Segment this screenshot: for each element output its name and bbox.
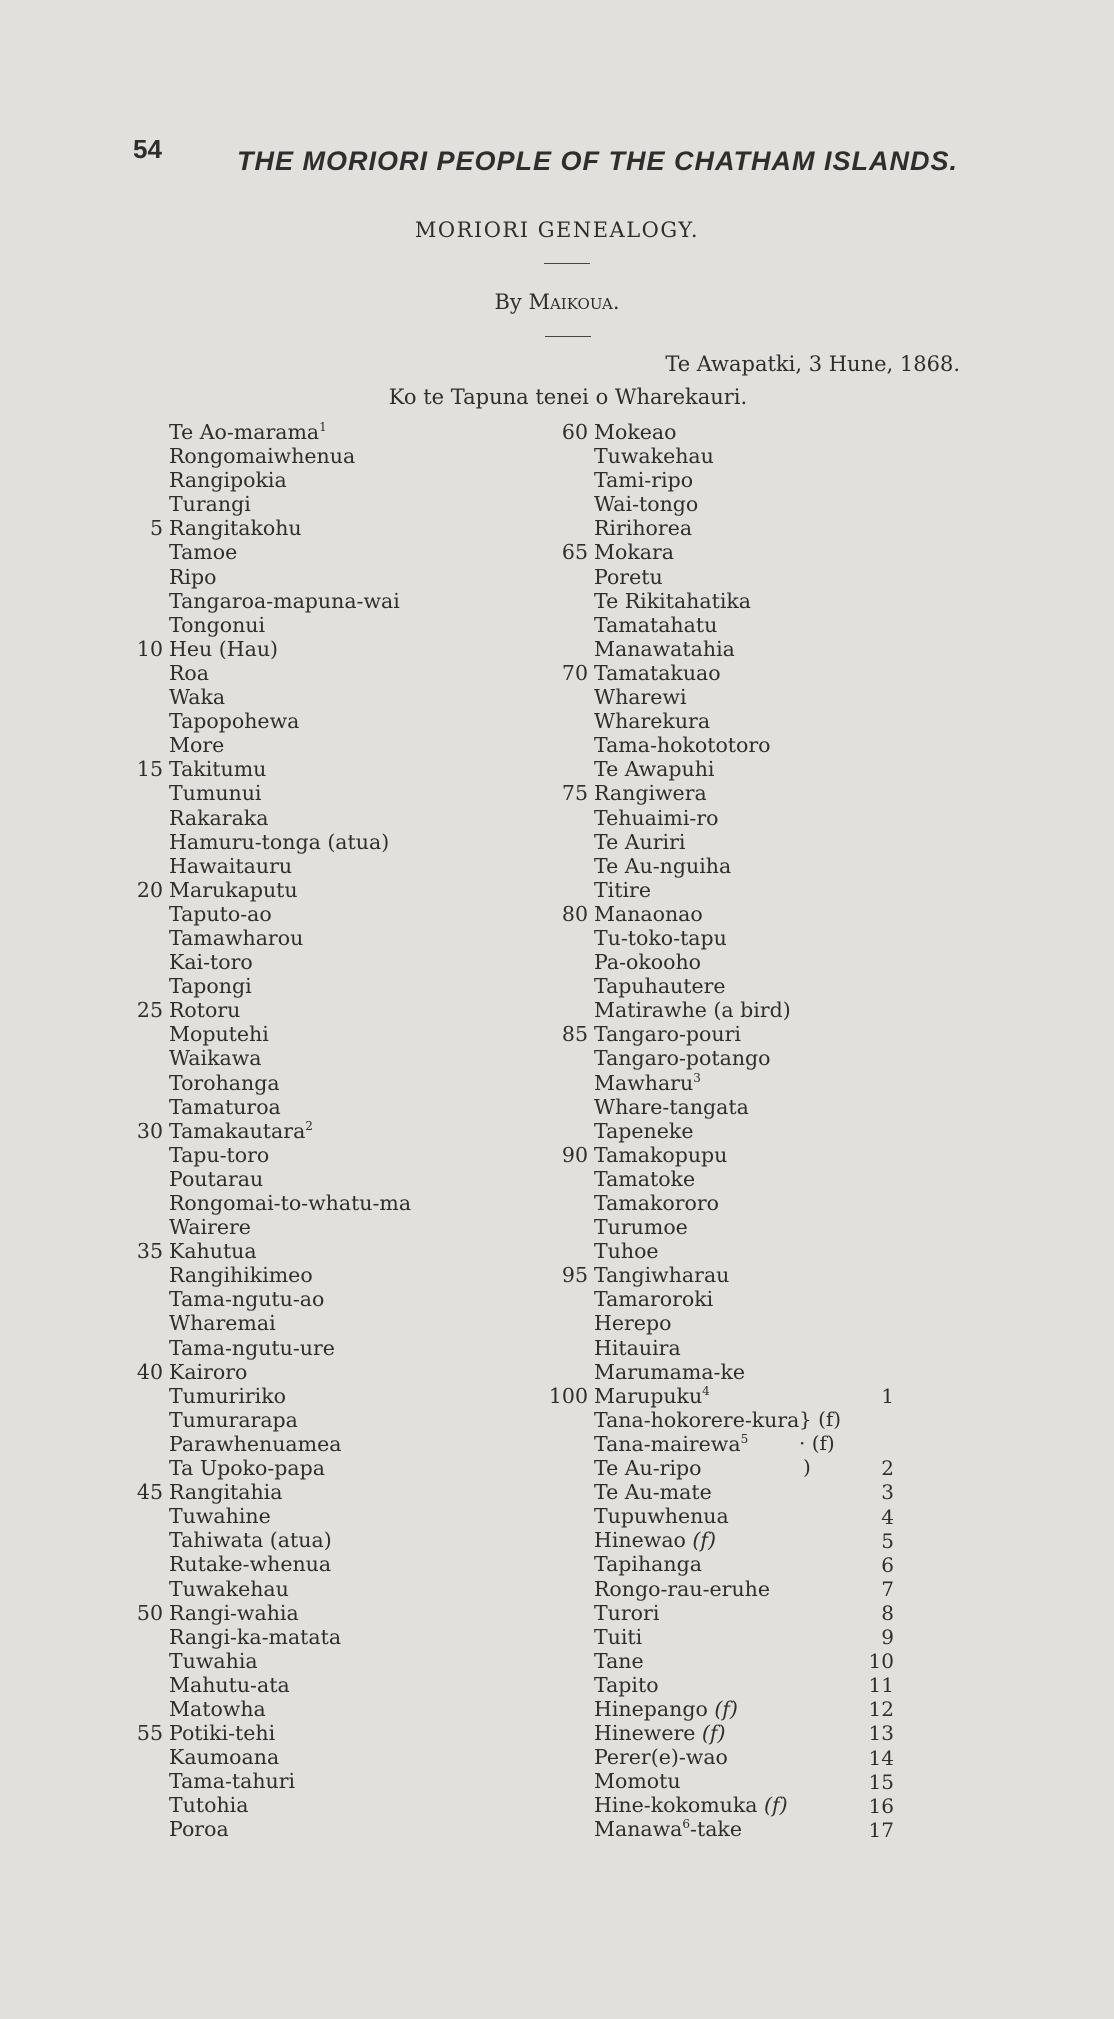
- entry-name: Rongomai-to-whatu-ma: [169, 1191, 412, 1215]
- genealogy-entry: [594, 1504, 799, 1528]
- entry-name: Marumama-ke: [594, 1359, 746, 1384]
- entry-name: Tana-mairewa: [594, 1431, 741, 1456]
- genealogy-entry: [169, 1143, 411, 1167]
- entry-name: Tapihanga: [594, 1552, 702, 1577]
- genealogy-entry: [136, 998, 411, 1023]
- entry-number: 20: [136, 877, 163, 902]
- entry-name: Rangiwera: [594, 781, 707, 806]
- genealogy-entry: [169, 589, 411, 613]
- entry-name: Tuwahia: [169, 1648, 258, 1673]
- entry-name: Hawaitauru: [169, 853, 293, 878]
- genealogy-entry: [169, 1649, 411, 1673]
- entry-name: Tangiwharau: [594, 1263, 730, 1288]
- genealogy-entry: [136, 757, 411, 782]
- genealogy-entry: [594, 1119, 799, 1143]
- entry-name: Turumoe: [594, 1215, 688, 1240]
- genealogy-entry: [594, 1095, 799, 1119]
- byline-prefix: By: [494, 290, 522, 314]
- genealogy-entry: [169, 950, 411, 974]
- entry-name: Tu-toko-tapu: [594, 925, 727, 950]
- generation-number: 12: [868, 1697, 894, 1722]
- genealogy-entry: [169, 540, 411, 564]
- genealogy-entry: [169, 492, 411, 516]
- entry-name: Tamakopupu: [594, 1142, 728, 1167]
- genealogy-entry: [594, 1191, 799, 1215]
- entry-name: Whare-tangata: [594, 1094, 749, 1119]
- genealogy-entry: [136, 877, 411, 902]
- entry-name: Rangitahia: [169, 1480, 283, 1505]
- genealogy-entry: [136, 1721, 411, 1746]
- entry-name: Te Au-nguiha: [594, 853, 732, 878]
- entry-name: Tumuririko: [169, 1383, 286, 1408]
- entry-number: 75: [561, 781, 588, 806]
- female-marker: (f): [692, 1528, 717, 1553]
- genealogy-entry: [594, 1793, 799, 1817]
- entry-name: Tuiti: [594, 1624, 643, 1649]
- genealogy-entry: [169, 1215, 411, 1239]
- genealogy-entry: [149, 516, 411, 541]
- entry-number: 15: [136, 757, 163, 782]
- entry-name: Mokeao: [594, 420, 677, 444]
- female-marker: (f): [714, 1696, 738, 1721]
- genealogy-entry: [548, 1383, 799, 1408]
- genealogy-entry: [169, 685, 411, 709]
- genealogy-entry: [169, 1697, 411, 1721]
- entry-number: 45: [136, 1480, 163, 1505]
- genealogy-entry: [169, 1504, 411, 1528]
- genealogy-entry: [594, 1071, 799, 1095]
- genealogy-entry: [594, 926, 799, 950]
- genealogy-entry: [594, 709, 799, 733]
- genealogy-entry: [169, 565, 411, 589]
- genealogy-entry: [169, 902, 411, 926]
- entry-name: Mawharu: [594, 1070, 694, 1095]
- entry-name: Herepo: [594, 1311, 672, 1336]
- genealogy-entry: [169, 1769, 411, 1793]
- entry-name: Kairoro: [169, 1359, 248, 1384]
- bracket-note: ): [803, 1455, 811, 1479]
- footnote-marker: 1: [319, 420, 327, 435]
- entry-number: 70: [561, 660, 588, 685]
- genealogy-entry: [136, 636, 411, 661]
- entry-number: 55: [136, 1721, 163, 1746]
- genealogy-entry: [594, 950, 799, 974]
- genealogy-entry: [594, 1697, 799, 1721]
- entry-name: Hitauira: [594, 1335, 681, 1360]
- genealogy-entry: [594, 516, 799, 540]
- entry-name: Wai-tongo: [594, 492, 699, 517]
- genealogy-entry: [169, 1793, 411, 1817]
- genealogy-entry: [561, 420, 799, 444]
- genealogy-entry: [594, 1432, 799, 1456]
- entry-name: Ririhorea: [594, 516, 693, 541]
- generation-number: 17: [868, 1817, 894, 1842]
- genealogy-entry: [594, 733, 799, 757]
- genealogy-entry: [594, 1528, 799, 1552]
- entry-name: Wharekura: [594, 709, 711, 734]
- genealogy-entry: [169, 1577, 411, 1601]
- genealogy-entry: [561, 1142, 799, 1167]
- genealogy-entry: [594, 613, 799, 637]
- entry-name: Perer(e)-wao: [594, 1745, 728, 1770]
- running-title: THE MORIORI PEOPLE OF THE CHATHAM ISLANDS.: [237, 146, 959, 176]
- entry-name: Tama-ngutu-ao: [169, 1287, 325, 1312]
- entry-name: Kaumoana: [169, 1745, 280, 1770]
- female-marker: (f): [764, 1793, 788, 1818]
- entry-name: Manawa: [594, 1817, 683, 1842]
- generation-number: 14: [868, 1745, 894, 1770]
- entry-name: Hinewere: [594, 1721, 696, 1746]
- byline: [0, 290, 1114, 314]
- genealogy-entry: [594, 1601, 799, 1625]
- genealogy-entry: [594, 1311, 799, 1335]
- genealogy-entry: [594, 854, 799, 878]
- entry-name: Wharemai: [169, 1311, 276, 1336]
- entry-name: Tama-tahuri: [169, 1769, 296, 1794]
- genealogy-entry: [169, 709, 411, 733]
- genealogy-entry: [169, 613, 411, 637]
- genealogy-entry: [169, 733, 411, 757]
- entry-name: Marupuku: [594, 1383, 703, 1408]
- entry-name: Tapuhautere: [594, 974, 726, 999]
- generation-number: 2: [881, 1456, 894, 1481]
- genealogy-entry: [594, 1046, 799, 1070]
- genealogy-entry: [594, 806, 799, 830]
- bracket-note: · (f): [799, 1431, 835, 1455]
- entry-name: Poroa: [169, 1817, 229, 1842]
- dateline: Te Awapatki, 3 Hune, 1868.: [665, 352, 960, 376]
- byline-author: Maikoua.: [528, 290, 620, 314]
- entry-name: Tami-ripo: [594, 468, 694, 493]
- entry-name: Te Awapuhi: [594, 757, 715, 782]
- genealogy-entry: [594, 444, 799, 468]
- footnote-marker: 2: [305, 1118, 313, 1133]
- genealogy-entry: [169, 1432, 411, 1456]
- genealogy-entry: [169, 1408, 411, 1432]
- genealogy-entry: [594, 1577, 799, 1601]
- entry-name: Rangitakohu: [169, 516, 302, 541]
- genealogy-entry: [594, 1817, 799, 1841]
- genealogy-entry: [594, 1239, 799, 1263]
- entry-name: Tamatoke: [594, 1166, 696, 1191]
- generation-number: 1: [881, 1384, 894, 1408]
- generation-number: 4: [881, 1504, 894, 1529]
- entry-name-suffix: -take: [690, 1817, 742, 1842]
- genealogy-entry: [169, 1022, 411, 1046]
- genealogy-entry: [594, 1480, 799, 1504]
- entry-name: Ta Upoko-papa: [169, 1456, 325, 1481]
- entry-name: Rangihikimeo: [169, 1263, 313, 1288]
- entry-number: 5: [149, 516, 163, 541]
- genealogy-entry: [169, 468, 411, 492]
- generation-number: 8: [881, 1600, 894, 1625]
- footnote-marker: 4: [702, 1383, 710, 1398]
- genealogy-entry: [169, 1167, 411, 1191]
- genealogy-entry: [169, 1552, 411, 1576]
- entry-name: Tuhoe: [594, 1239, 659, 1264]
- genealogy-entry: [594, 468, 799, 492]
- entry-name: Rongomaiwhenua: [169, 444, 356, 469]
- divider-rule: [544, 263, 590, 264]
- genealogy-entry: [561, 901, 799, 926]
- entry-name: Tehuaimi-ro: [594, 805, 719, 830]
- entry-name: Hine-kokomuka: [594, 1793, 758, 1818]
- divider-rule: [545, 336, 591, 337]
- genealogy-entry: [561, 1263, 799, 1288]
- genealogy-entry: [136, 1600, 411, 1625]
- genealogy-entry: [594, 878, 799, 902]
- entry-name: Waka: [169, 685, 226, 710]
- genealogy-entry: [169, 1528, 411, 1552]
- female-marker: (f): [701, 1721, 726, 1746]
- entry-name: Tongonui: [169, 612, 266, 637]
- entry-name: Tamaturoa: [169, 1094, 281, 1119]
- genealogy-entry: [594, 757, 799, 781]
- entry-name: Matowha: [169, 1696, 266, 1721]
- entry-name: Ripo: [169, 564, 217, 589]
- footnote-marker: 5: [740, 1432, 749, 1447]
- bracket-note: } (f): [799, 1407, 842, 1431]
- footnote-marker: 3: [693, 1070, 701, 1085]
- entry-name: Rangipokia: [169, 468, 287, 493]
- genealogy-entry: [169, 806, 411, 830]
- entry-name: Manaonao: [594, 901, 703, 926]
- entry-name: Manawatahia: [594, 636, 735, 661]
- genealogy-list-left: [136, 420, 412, 1842]
- genealogy-entry: [594, 589, 799, 613]
- genealogy-entry: [169, 926, 411, 950]
- entry-number: 50: [136, 1600, 163, 1625]
- page-number: 54: [133, 134, 162, 164]
- genealogy-entry: [594, 1552, 799, 1576]
- entry-name: Hinewao: [594, 1528, 686, 1553]
- entry-name: Rangi-ka-matata: [169, 1624, 342, 1649]
- entry-name: Tama-ngutu-ure: [169, 1335, 335, 1360]
- entry-name: Tahiwata (atua): [169, 1528, 332, 1553]
- entry-name: More: [169, 733, 225, 758]
- genealogy-entry: [169, 444, 411, 468]
- entry-name: Te Ao-marama: [169, 420, 320, 444]
- entry-name: Rutake-whenua: [169, 1552, 332, 1577]
- entry-name: Te Rikitahatika: [594, 588, 752, 613]
- entry-name: Taputo-ao: [169, 901, 272, 926]
- generation-number: 9: [881, 1625, 894, 1649]
- entry-name: Tangaro-potango: [594, 1046, 771, 1071]
- genealogy-heading: Ko te Tapuna tenei o Wharekauri.: [388, 385, 748, 409]
- entry-name: Tumurarapa: [169, 1407, 298, 1432]
- genealogy-list-right: [548, 420, 800, 1842]
- genealogy-entry: [561, 540, 799, 565]
- genealogy-entry: [561, 1022, 799, 1047]
- entry-name: Tupuwhenua: [594, 1504, 729, 1529]
- entry-name: Tamoe: [169, 540, 238, 565]
- entry-number: 35: [136, 1239, 163, 1264]
- entry-name: Roa: [169, 660, 209, 685]
- genealogy-entry: [594, 1167, 799, 1191]
- genealogy-entry: [594, 492, 799, 516]
- entry-name: Tamakautara: [169, 1118, 306, 1143]
- entry-name: Mokara: [594, 540, 674, 565]
- genealogy-entry: [169, 854, 411, 878]
- entry-name: Hinepango: [594, 1696, 708, 1721]
- entry-name: Takitumu: [169, 757, 267, 782]
- section-title: MORIORI GENEALOGY.: [414, 218, 700, 242]
- entry-name: Kahutua: [169, 1239, 257, 1264]
- generation-number: 11: [868, 1673, 894, 1698]
- genealogy-entry: [136, 1480, 411, 1505]
- genealogy-entry: [594, 637, 799, 661]
- genealogy-entry: [561, 660, 799, 685]
- entry-name: Marukaputu: [169, 877, 298, 902]
- genealogy-entry: [169, 1336, 411, 1360]
- entry-name: Tuwahine: [169, 1504, 271, 1529]
- entry-name: Waikawa: [169, 1046, 262, 1071]
- entry-name: Kai-toro: [169, 950, 253, 975]
- entry-name: Tama-hokototoro: [594, 733, 771, 758]
- genealogy-entry: [594, 1769, 799, 1793]
- genealogy-entry: [594, 1673, 799, 1697]
- genealogy-entry: [169, 1191, 411, 1215]
- genealogy-entry: [136, 1239, 411, 1264]
- entry-name: Titire: [594, 877, 651, 902]
- genealogy-entry: [169, 1817, 411, 1841]
- genealogy-entry: [594, 1336, 799, 1360]
- entry-name: Tane: [594, 1648, 644, 1673]
- entry-name: Tuwakehau: [169, 1576, 289, 1601]
- genealogy-entry: [169, 420, 411, 444]
- entry-name: Tana-hokorere-kura: [594, 1407, 800, 1432]
- genealogy-entry: [169, 974, 411, 998]
- entry-number: 100: [548, 1383, 588, 1408]
- footnote-marker: 6: [682, 1817, 691, 1832]
- entry-name: Hamuru-tonga (atua): [169, 829, 390, 854]
- genealogy-entry: [169, 1071, 411, 1095]
- entry-name: Rangi-wahia: [169, 1600, 299, 1625]
- generation-number: 6: [881, 1552, 894, 1577]
- entry-name: Rotoru: [169, 998, 241, 1023]
- genealogy-entry: [594, 1456, 799, 1480]
- entry-name: Poutarau: [169, 1166, 264, 1191]
- entry-name: Tapito: [594, 1672, 659, 1697]
- entry-name: Poretu: [594, 564, 663, 589]
- genealogy-entry: [594, 998, 799, 1022]
- entry-name: Te Au-ripo: [594, 1456, 702, 1481]
- entry-name: Mahutu-ata: [169, 1672, 290, 1697]
- entry-name: Matirawhe (a bird): [594, 998, 791, 1023]
- genealogy-entry: [169, 1384, 411, 1408]
- genealogy-entry: [169, 1625, 411, 1649]
- genealogy-entry: [169, 830, 411, 854]
- genealogy-entry: [594, 1408, 799, 1432]
- genealogy-entry: [169, 1046, 411, 1070]
- genealogy-entry: [594, 1721, 799, 1745]
- entry-name: Heu (Hau): [169, 636, 279, 661]
- entry-name: Torohanga: [169, 1070, 280, 1095]
- genealogy-entry: [594, 830, 799, 854]
- genealogy-entry: [594, 1215, 799, 1239]
- entry-number: 60: [561, 420, 588, 444]
- genealogy-entry: [594, 685, 799, 709]
- entry-name: Tamatakuao: [594, 660, 721, 685]
- genealogy-entry: [169, 1456, 411, 1480]
- entry-name: Te Au-mate: [594, 1480, 712, 1505]
- entry-name: Tumunui: [169, 781, 262, 806]
- entry-number: 65: [561, 540, 588, 565]
- genealogy-entry: [169, 1311, 411, 1335]
- entry-name: Momotu: [594, 1769, 681, 1794]
- entry-name: Tamaroroki: [594, 1287, 714, 1312]
- genealogy-entry: [136, 1359, 411, 1384]
- entry-number: 30: [136, 1118, 163, 1143]
- entry-name: Tapongi: [169, 974, 252, 999]
- entry-number: 95: [561, 1263, 588, 1288]
- generation-number: 5: [881, 1528, 894, 1553]
- genealogy-entry: [561, 781, 799, 806]
- entry-name: Rakaraka: [169, 805, 269, 830]
- entry-name: Potiki-tehi: [169, 1721, 276, 1746]
- entry-number: 90: [561, 1142, 588, 1167]
- genealogy-entry: [594, 1287, 799, 1311]
- entry-name: Tapopohewa: [169, 709, 300, 734]
- genealogy-entry: [594, 1745, 799, 1769]
- entry-name: Pa-okooho: [594, 950, 702, 975]
- entry-name: Wharewi: [594, 685, 687, 710]
- entry-name: Te Auriri: [594, 829, 686, 854]
- genealogy-entry: [169, 661, 411, 685]
- genealogy-entry: [169, 1673, 411, 1697]
- entry-name: Tapu-toro: [169, 1142, 270, 1167]
- generation-number: 3: [881, 1480, 894, 1505]
- entry-name: Moputehi: [169, 1022, 269, 1047]
- genealogy-entry: [136, 1118, 411, 1143]
- entry-name: Tamakororo: [594, 1191, 720, 1215]
- generation-number: 15: [868, 1769, 894, 1794]
- entry-name: Tangaro-pouri: [594, 1022, 741, 1047]
- entry-name: Tapeneke: [594, 1118, 694, 1143]
- entry-number: 25: [136, 998, 163, 1023]
- entry-name: Tutohia: [169, 1793, 249, 1818]
- entry-name: Tuwakehau: [594, 444, 714, 469]
- genealogy-entry: [169, 1287, 411, 1311]
- entry-name: Tamatahatu: [594, 612, 718, 637]
- entry-name: Turori: [594, 1600, 660, 1625]
- entry-number: 85: [561, 1022, 588, 1047]
- entry-name: Rongo-rau-eruhe: [594, 1576, 770, 1601]
- entry-number: 80: [561, 901, 588, 926]
- genealogy-entry: [594, 1360, 799, 1384]
- genealogy-entry: [169, 1095, 411, 1119]
- entry-name: Tamawharou: [169, 925, 304, 950]
- genealogy-entry: [169, 1263, 411, 1287]
- entry-name: Wairere: [169, 1215, 251, 1240]
- genealogy-entry: [169, 781, 411, 805]
- genealogy-entry: [169, 1745, 411, 1769]
- entry-name: Parawhenuamea: [169, 1431, 342, 1456]
- entry-name: Turangi: [169, 492, 251, 517]
- entry-name: Tangaroa-mapuna-wai: [169, 588, 400, 613]
- generation-number: 7: [881, 1576, 894, 1601]
- entry-number: 10: [136, 636, 163, 661]
- genealogy-entry: [594, 565, 799, 589]
- genealogy-entry: [594, 1625, 799, 1649]
- genealogy-entry: [594, 1649, 799, 1673]
- generation-number: 10: [868, 1649, 894, 1674]
- genealogy-entry: [594, 974, 799, 998]
- entry-number: 40: [136, 1359, 163, 1384]
- generation-number: 16: [868, 1793, 894, 1818]
- generation-number: 13: [868, 1721, 894, 1746]
